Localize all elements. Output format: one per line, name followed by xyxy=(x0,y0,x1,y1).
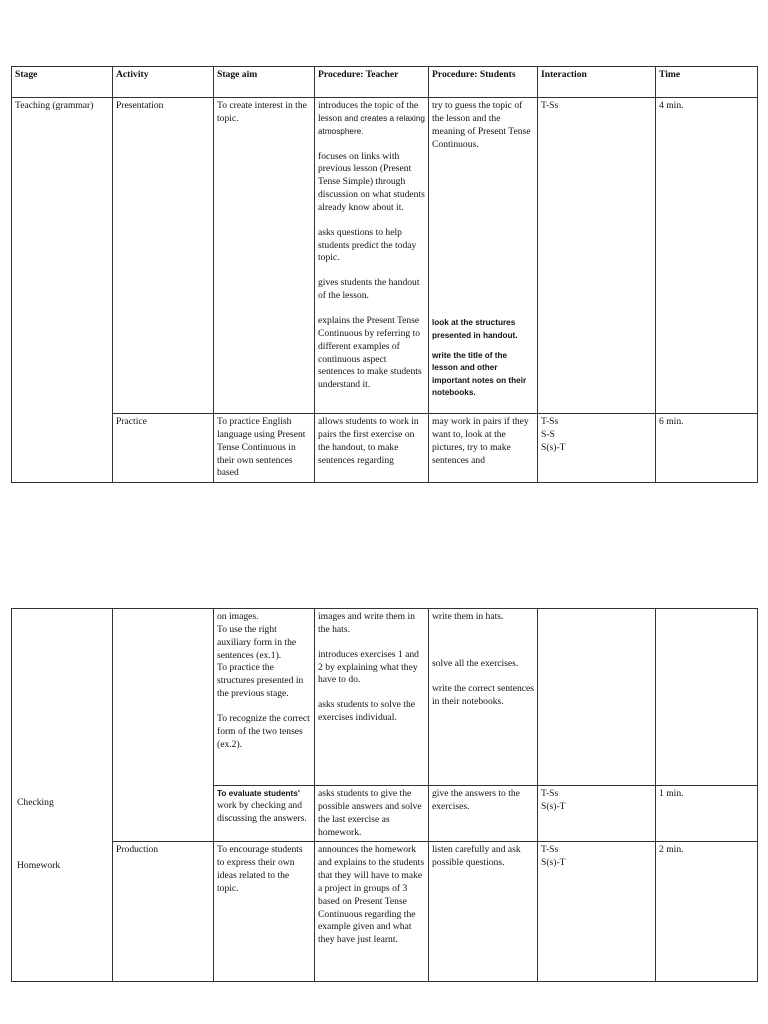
teacher-text: explains the Present Tense Continuous by referring to different examples of continuous aspect sentences to make students understand it. xyxy=(318,314,422,391)
cell-time: 1 min. xyxy=(656,786,758,842)
cell-stage-aim: To encourage students to express their own ideas related to the topic. xyxy=(214,842,315,982)
header-procedure-students: Procedure: Students xyxy=(429,67,538,98)
cell-stage xyxy=(12,609,113,982)
cell-interaction xyxy=(538,842,656,982)
stage-label-checking: Checking xyxy=(17,797,54,808)
interaction-line: S(s)-T xyxy=(541,800,566,812)
cell-interaction xyxy=(538,786,656,842)
lesson-plan-table-2 xyxy=(11,608,758,982)
table-row xyxy=(12,98,758,414)
cell-time: 6 min. xyxy=(656,414,758,483)
aim-text: work by checking and discussing the answers. xyxy=(217,800,307,825)
teacher-text: asks students to solve the exercises individual. xyxy=(318,699,415,724)
cell-activity: Presentation xyxy=(113,98,214,414)
teacher-text: introduces exercises 1 and 2 by explaining what they have to do. xyxy=(318,648,419,686)
cell-stage-aim: To practice English language using Present Tense Continuous in their own sentences based xyxy=(214,414,315,483)
cell-students xyxy=(429,98,538,414)
students-text: try to guess the topic of the lesson and the meaning of Present Tense Continuous. xyxy=(432,100,531,150)
header-interaction: Interaction xyxy=(538,67,656,98)
interaction-line: T-Ss xyxy=(541,788,559,799)
students-text: write the title of the lesson and other important notes on their notebooks. xyxy=(432,350,527,397)
cell-time: 4 min. xyxy=(656,98,758,414)
cell-students: listen carefully and ask possible questions. xyxy=(429,842,538,982)
interaction-line: T-Ss xyxy=(541,844,559,856)
header-activity: Activity xyxy=(113,67,214,98)
cell-time: 2 min. xyxy=(656,842,758,982)
aim-text: To recognize the correct form of the two tenses (ex.2). xyxy=(217,712,310,750)
teacher-text: focuses on links with previous lesson (Present Tense Simple) through discussion on what students already know about it. xyxy=(318,150,425,213)
lesson-plan-table-1 xyxy=(11,66,758,483)
teacher-text: introduces the topic of the lesson xyxy=(318,100,419,124)
header-stage: Stage xyxy=(12,67,113,98)
students-text: write the correct sentences in their notebooks. xyxy=(432,682,535,707)
header-time: Time xyxy=(656,67,758,98)
teacher-text: images and write them in the hats. xyxy=(318,611,415,635)
cell-teacher xyxy=(315,98,429,414)
aim-text: To evaluate students' xyxy=(217,789,300,798)
header-stage-aim: Stage aim xyxy=(214,67,315,98)
interaction-line: S(s)-T xyxy=(541,441,566,453)
cell-stage-aim xyxy=(214,786,315,842)
cell-interaction: T-Ss xyxy=(538,98,656,414)
students-text: look at the structures presented in handout. xyxy=(432,318,518,340)
table-row xyxy=(12,609,758,786)
cell-time xyxy=(656,609,758,786)
cell-activity: Practice xyxy=(113,414,214,483)
aim-text: on images. xyxy=(217,611,259,622)
header-procedure-teacher: Procedure: Teacher xyxy=(315,67,429,98)
teacher-text: and creates a relaxing atmosphere. xyxy=(318,113,425,136)
cell-stage: Teaching (grammar) xyxy=(12,98,113,483)
cell-activity xyxy=(113,609,214,842)
students-text: solve all the exercises. xyxy=(432,657,519,669)
cell-teacher: asks students to give the possible answers and solve the last exercise as homework. xyxy=(315,786,429,842)
interaction-line: S(s)-T xyxy=(541,857,566,869)
cell-interaction xyxy=(538,609,656,786)
cell-stage-aim: To create interest in the topic. xyxy=(214,98,315,414)
students-text: write them in hats. xyxy=(432,611,504,622)
cell-teacher: allows students to work in pairs the first exercise on the handout, to make sentences regarding xyxy=(315,414,429,483)
cell-teacher: announces the homework and explains to the students that they will have to make a project in groups of 3 based on Present Tense Continuous regarding the example given and what they have just learnt. xyxy=(315,842,429,982)
cell-teacher xyxy=(315,609,429,786)
teacher-text: asks questions to help students predict the today topic. xyxy=(318,226,417,264)
aim-text: To practice the structures presented in the previous stage. xyxy=(217,662,304,700)
interaction-line: S-S xyxy=(541,428,555,440)
cell-activity: Production xyxy=(113,842,214,982)
cell-interaction xyxy=(538,414,656,483)
stage-label-homework: Homework xyxy=(17,860,61,871)
table-row xyxy=(12,414,758,483)
cell-students xyxy=(429,609,538,786)
interaction-line: T-Ss xyxy=(541,416,559,427)
aim-text: To use the right auxiliary form in the sentences (ex.1). xyxy=(217,623,297,661)
cell-students: may work in pairs if they want to, look at the pictures, try to make sentences and xyxy=(429,414,538,483)
table-row xyxy=(12,842,758,982)
cell-stage-aim xyxy=(214,609,315,786)
cell-students: give the answers to the exercises. xyxy=(429,786,538,842)
table-header-row xyxy=(12,67,758,98)
teacher-text: gives students the handout of the lesson. xyxy=(318,277,420,302)
